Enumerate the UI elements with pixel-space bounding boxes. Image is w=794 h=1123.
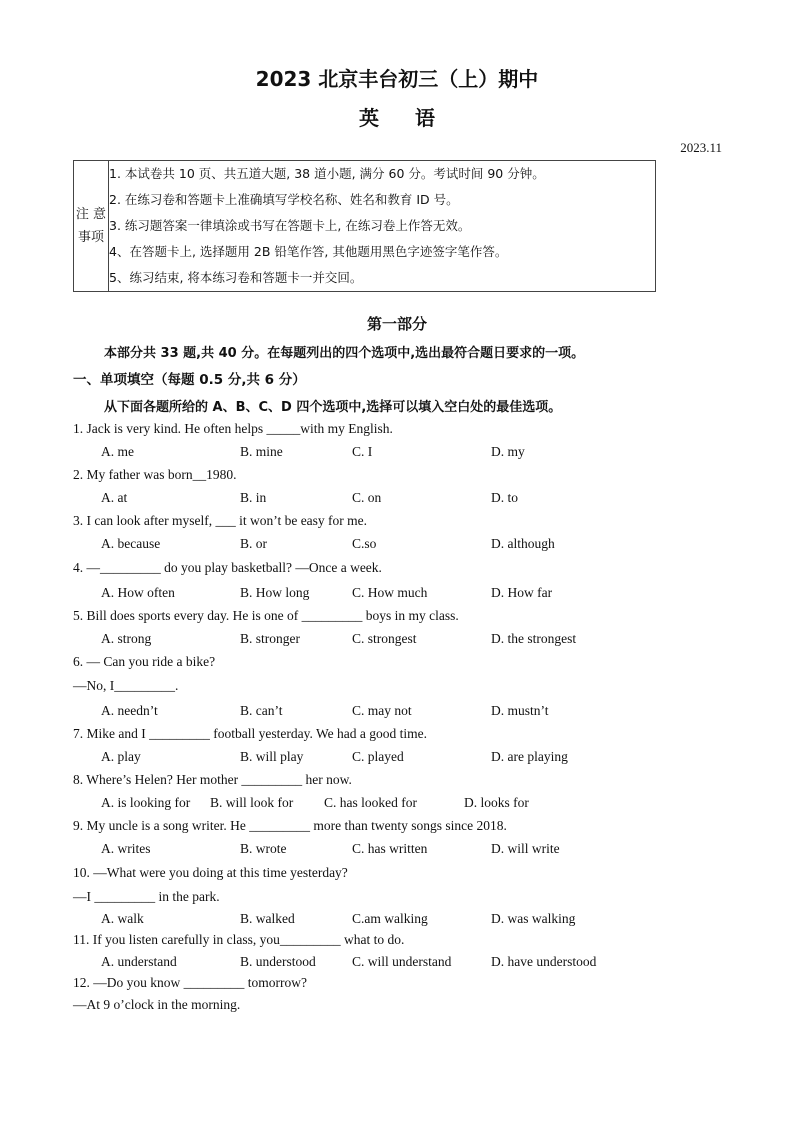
q3-option-a: A. because	[101, 536, 161, 551]
q4-option-a: A. How often	[101, 585, 175, 600]
q10-option-b: B. walked	[240, 911, 295, 926]
question-7: 7. Mike and I _________ football yesterday. We had a good time.	[73, 726, 427, 741]
question-6-reply: —No, I_________.	[73, 678, 179, 693]
q11-option-c: C. will understand	[352, 954, 452, 969]
q8-option-d: D. looks for	[464, 795, 529, 810]
q8-option-a: A. is looking for	[101, 795, 191, 810]
q7-option-c: C. played	[352, 749, 404, 764]
notice-item-1: 1. 本试卷共 10 页、共五道大题, 38 道小题, 满分 60 分。考试时间 90 分钟。	[109, 166, 545, 181]
q6-option-a: A. needn’t	[101, 703, 158, 718]
notice-label	[74, 161, 109, 292]
question-1: 1. Jack is very kind. He often helps _____with my English.	[73, 421, 393, 436]
notice-box	[73, 160, 656, 292]
question-12: 12. —Do you know _________ tomorrow?	[73, 975, 307, 990]
question-8: 8. Where’s Helen? Her mother _________ her now.	[73, 772, 352, 787]
question-12-reply: —At 9 o’clock in the morning.	[73, 997, 241, 1012]
q9-option-a: A. writes	[101, 841, 151, 856]
part-intro: 本部分共 33 题,共 40 分。在每题列出的四个选项中,选出最符合题日要求的一项。	[104, 346, 585, 361]
q8-option-c: C. has looked for	[324, 795, 417, 810]
q1-option-c: C. I	[352, 444, 373, 459]
q3-option-b: B. or	[240, 536, 267, 551]
subject-title: 英语	[359, 106, 471, 130]
question-10: 10. —What were you doing at this time yesterday?	[73, 865, 348, 880]
q10-option-c: C.am walking	[352, 911, 428, 926]
q5-option-a: A. strong	[101, 631, 152, 646]
q7-option-a: A. play	[101, 749, 141, 764]
q4-option-c: C. How much	[352, 585, 428, 600]
question-11: 11. If you listen carefully in class, you_________ what to do.	[73, 932, 405, 947]
notice-items	[109, 161, 656, 292]
q11-option-d: D. have understood	[491, 954, 597, 969]
exam-date: 2023.11	[680, 140, 722, 155]
q11-option-a: A. understand	[101, 954, 177, 969]
q6-option-c: C. may not	[352, 703, 412, 718]
q9-option-b: B. wrote	[240, 841, 287, 856]
part-title: 第一部分	[366, 315, 427, 333]
notice-item-2: 2. 在练习卷和答题卡上准确填写学校名称、姓名和教育 ID 号。	[109, 192, 459, 207]
q1-option-d: D. my	[491, 444, 525, 459]
question-4: 4. —_________ do you play basketball? —Once a week.	[73, 560, 382, 575]
q5-option-d: D. the strongest	[491, 631, 577, 646]
q4-option-b: B. How long	[240, 585, 310, 600]
q6-option-b: B. can’t	[240, 703, 283, 718]
question-2: 2. My father was born__1980.	[73, 467, 237, 482]
q3-option-d: D. although	[491, 536, 555, 551]
q10-option-a: A. walk	[101, 911, 144, 926]
notice-item-4: 4、在答题卡上, 选择题用 2B 铅笔作答, 其他题用黑色字迹签字笔作答。	[109, 244, 508, 259]
q7-option-b: B. will play	[240, 749, 304, 764]
q9-option-c: C. has written	[352, 841, 428, 856]
notice-label-line2: 事项	[77, 230, 104, 245]
q3-option-c: C.so	[352, 536, 377, 551]
question-6: 6. — Can you ride a bike?	[73, 654, 216, 669]
q2-option-a: A. at	[101, 490, 128, 505]
q1-option-b: B. mine	[240, 444, 283, 459]
q1-option-a: A. me	[101, 444, 134, 459]
notice-item-5: 5、练习结束, 将本练习卷和答题卡一并交回。	[109, 270, 363, 285]
page-title: 2023 北京丰台初三（上）期中	[255, 67, 539, 91]
q5-option-b: B. stronger	[240, 631, 300, 646]
question-3: 3. I can look after myself, ___ it won’t be easy for me.	[73, 513, 368, 528]
question-10-reply: —I _________ in the park.	[73, 889, 220, 904]
notice-label-line1: 注 意	[75, 207, 107, 222]
q7-option-d: D. are playing	[491, 749, 568, 764]
q9-option-d: D. will write	[491, 841, 560, 856]
q2-option-b: B. in	[240, 490, 267, 505]
section-title: 一、单项填空（每题 0.5 分,共 6 分）	[73, 372, 306, 388]
q2-option-c: C. on	[352, 490, 382, 505]
notice-item-3: 3. 练习题答案一律填涂或书写在答题卡上, 在练习卷上作答无效。	[109, 218, 471, 233]
q10-option-d: D. was walking	[491, 911, 576, 926]
q8-option-b: B. will look for	[210, 795, 294, 810]
question-9: 9. My uncle is a song writer. He _________ more than twenty songs since 2018.	[73, 818, 507, 833]
q2-option-d: D. to	[491, 490, 518, 505]
section-instruction: 从下面各题所给的 A、B、C、D 四个选项中,选择可以填入空白处的最佳选项。	[104, 400, 562, 415]
q4-option-d: D. How far	[491, 585, 553, 600]
q6-option-d: D. mustn’t	[491, 703, 549, 718]
q11-option-b: B. understood	[240, 954, 316, 969]
q5-option-c: C. strongest	[352, 631, 417, 646]
question-5: 5. Bill does sports every day. He is one of _________ boys in my class.	[73, 608, 459, 623]
